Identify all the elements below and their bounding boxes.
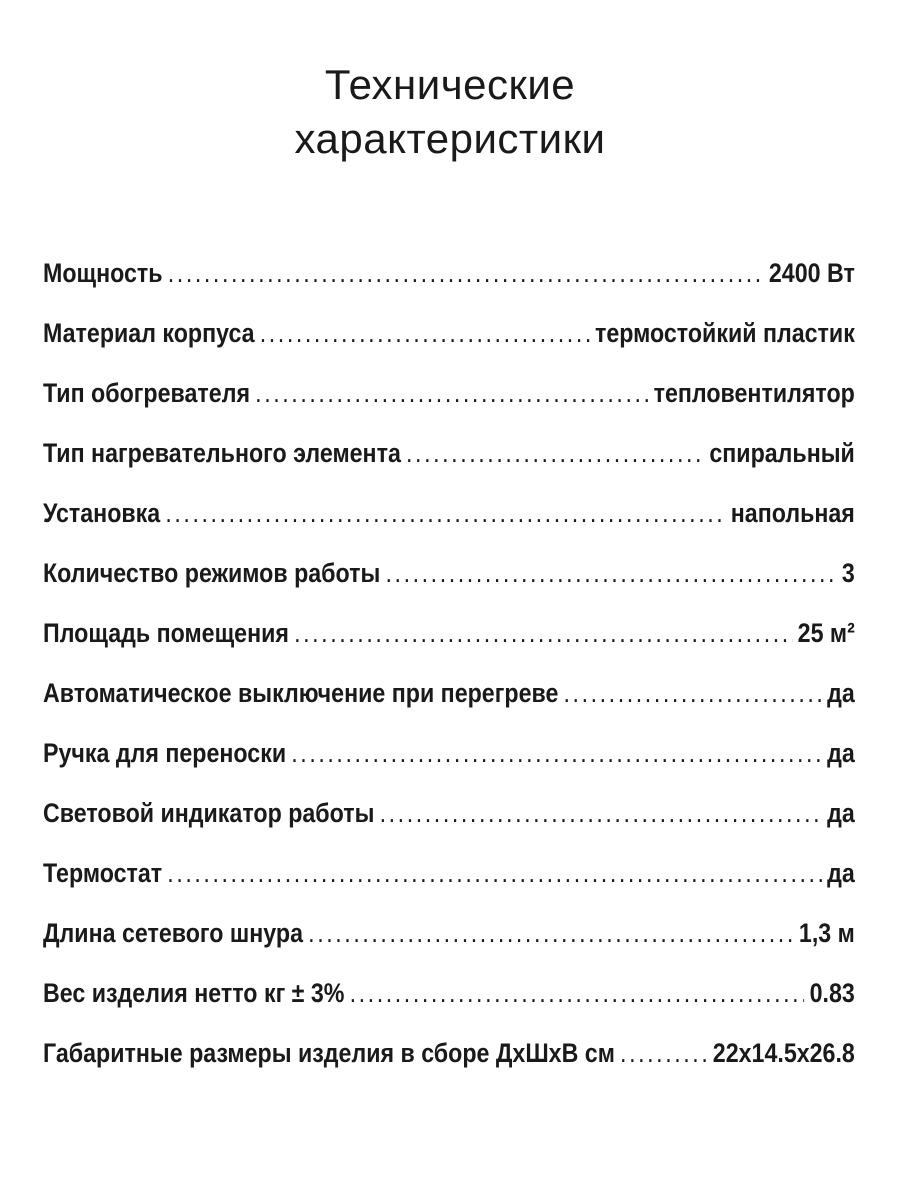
spec-row-power [43, 230, 855, 290]
spec-value: 3 [841, 558, 855, 588]
spec-label: Термостат [43, 858, 163, 888]
spec-label: Установка [43, 498, 161, 528]
spec-value: 2400 Вт [768, 258, 855, 288]
dot-leader [167, 856, 822, 890]
spec-label: Мощность [43, 258, 163, 288]
spec-value: 22х14.5х26.8 [712, 1038, 855, 1068]
spec-row-body-material [43, 290, 855, 350]
spec-value: напольная [730, 498, 855, 528]
spec-value: 25 м² [797, 618, 855, 648]
spec-label: Тип обогревателя [43, 378, 251, 408]
spec-row-thermostat [43, 830, 855, 890]
spec-row-overheat-shutoff [43, 650, 855, 710]
dot-leader [406, 436, 704, 470]
spec-value: 1,3 м [798, 918, 855, 948]
spec-label: Площадь помещения [43, 618, 289, 648]
spec-label: Габаритные размеры изделия в сборе ДхШхВ см [43, 1038, 615, 1068]
spec-row-dimensions [43, 1010, 855, 1070]
dot-leader [168, 256, 764, 290]
spec-value: термостойкий пластик [594, 318, 855, 348]
spec-label: Вес изделия нетто кг ± 3% [43, 978, 345, 1008]
spec-row-cord-length [43, 890, 855, 950]
spec-label: Материал корпуса [43, 318, 255, 348]
spec-value: да [827, 858, 855, 888]
spec-value: 0.83 [809, 978, 855, 1008]
spec-row-heater-type [43, 350, 855, 410]
spec-row-net-weight [43, 950, 855, 1010]
spec-label: Автоматическое выключение при перегреве [43, 678, 559, 708]
dot-leader [255, 376, 648, 410]
spec-row-indicator [43, 770, 855, 830]
spec-row-room-area [43, 590, 855, 650]
spec-row-modes [43, 530, 855, 590]
dot-leader [260, 316, 590, 350]
spec-row-heating-element [43, 410, 855, 470]
spec-row-carry-handle [43, 710, 855, 770]
dot-leader [386, 556, 837, 590]
page-title [0, 58, 900, 166]
title-line-2: характеристики [294, 115, 606, 162]
dot-leader [291, 736, 822, 770]
spec-value: спиральный [709, 438, 855, 468]
spec-row-installation [43, 470, 855, 530]
spec-label: Световой индикатор работы [43, 798, 375, 828]
spec-value: да [827, 738, 855, 768]
dot-leader [165, 496, 725, 530]
dot-leader [308, 916, 794, 950]
dot-leader [294, 616, 792, 650]
dot-leader [380, 796, 822, 830]
spec-label: Тип нагревательного элемента [43, 438, 401, 468]
spec-list [43, 230, 855, 1070]
spec-label: Ручка для переноски [43, 738, 287, 768]
dot-leader [350, 976, 805, 1010]
dot-leader [564, 676, 822, 710]
dot-leader [620, 1036, 708, 1070]
spec-value: тепловентилятор [653, 378, 855, 408]
spec-label: Количество режимов работы [43, 558, 381, 588]
spec-label: Длина сетевого шнура [43, 918, 304, 948]
spec-value: да [827, 678, 855, 708]
title-line-1: Технические [324, 61, 576, 108]
spec-value: да [827, 798, 855, 828]
